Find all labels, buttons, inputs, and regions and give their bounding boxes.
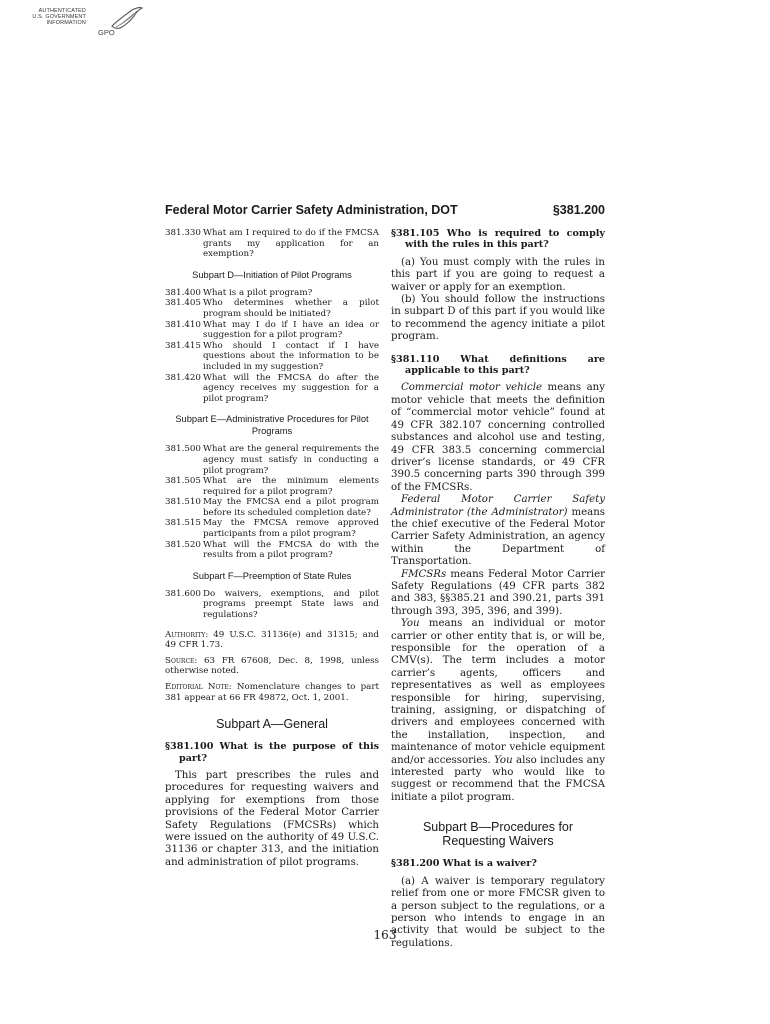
toc-number: 381.600: [165, 588, 201, 599]
toc-entry: [165, 540, 379, 561]
editorial-label: Editorial Note:: [165, 682, 232, 692]
definition-term: Commercial motor vehicle: [401, 382, 542, 394]
definition-fmcsrs: [391, 569, 605, 619]
toc-entry: [165, 288, 379, 299]
subpart-f-toc-heading: Subpart F—Preemption of State Rules: [192, 570, 352, 581]
definition-term: FMCSRs: [401, 568, 447, 580]
section-381-200-heading: §381.200 What is a waiver?: [391, 858, 537, 870]
toc-text: What will the FMCSA do after the agency receives my suggestion for a pilot program?: [203, 372, 379, 404]
subpart-a-heading: Subpart A—General: [216, 717, 328, 732]
toc-number: 381.420: [165, 372, 201, 383]
toc-text: What may I do if I have an idea or suggestion for a pilot program?: [203, 319, 379, 341]
subpart-b-heading: Subpart B—Procedures for Requesting Waivers: [422, 820, 574, 849]
toc-entry: [165, 518, 379, 539]
definition-term: You: [401, 618, 420, 630]
toc-entry: [165, 476, 379, 497]
toc-text: What is a pilot program?: [203, 287, 313, 298]
toc-text: Who should I contact if I have questions about the information to be included in my suggestion?: [203, 340, 379, 372]
toc-number: 381.410: [165, 319, 201, 330]
editorial-text: Nomenclature changes to part 381 appear at 66 FR 49872, Oct. 1, 2001.: [165, 682, 379, 703]
toc-number: 381.330: [165, 228, 201, 238]
toc-number: 381.510: [165, 497, 201, 508]
toc-text: What will the FMCSA do with the results from a pilot program?: [203, 539, 379, 561]
authority-note: [165, 630, 379, 651]
toc-text: What are the general requirements the agency must satisfy in conducting a pilot program?: [203, 444, 379, 476]
definition-term: You: [494, 754, 513, 766]
toc-entry: [165, 320, 379, 341]
subpart-d-toc-heading: Subpart D—Initiation of Pilot Programs: [192, 269, 352, 280]
page-number: 163: [373, 928, 397, 942]
logo-line-1: AUTHENTICATED: [38, 8, 86, 14]
authority-label: Authority:: [165, 629, 209, 640]
section-381-200-a: (a) A waiver is temporary regulatory relief from one or more FMCSR given to a person subject to the regulations, or a person who intends to engage in an activity that would be subject to the regulations.: [391, 875, 605, 949]
subpart-e-toc-heading: Subpart E—Administrative Procedures for Pilot Programs: [175, 414, 369, 437]
eagle-icon: [110, 6, 144, 32]
toc-text: What am I required to do if the FMCSA grants my application for an exemption?: [203, 228, 379, 260]
definition-text: means the chief executive of the Federal Motor Carrier Safety Administration, an agency within the Department of Transportation.: [391, 506, 605, 568]
toc-text: What are the minimum elements required for a pilot program?: [203, 476, 379, 497]
source-label: Source:: [165, 655, 198, 666]
section-381-100-text: This part prescribes the rules and procedures for requesting waivers and applying for exemptions from those provisions of the Federal Motor Carrier Safety Regulations (FMCSRs) which were issued on the authority of 49 U.S.C. 31136 or chapter 313, and the initiation and administration of pilot programs.: [165, 770, 379, 868]
toc-number: 381.500: [165, 444, 201, 455]
section-381-105-b: (b) You should follow the instructions in subpart D of this part if you would like to recommend the agency initiate a pilot program.: [391, 294, 605, 343]
section-381-105-heading: §381.105 Who is required to comply with the rules in this part?: [391, 228, 605, 251]
left-column: [165, 228, 379, 869]
running-head-title: Federal Motor Carrier Safety Administration, DOT: [165, 203, 458, 217]
editorial-note: [165, 682, 379, 703]
toc-text: May the FMCSA end a pilot program before its scheduled completion date?: [203, 497, 379, 518]
toc-entry: [165, 341, 379, 373]
toc-number: 381.400: [165, 287, 201, 298]
toc-number: 381.405: [165, 298, 201, 309]
toc-number: 381.515: [165, 518, 201, 529]
running-head: [165, 203, 605, 223]
source-note: [165, 656, 379, 677]
section-381-100-heading: §381.100 What is the purpose of this part?: [165, 741, 379, 764]
toc-text: Who determines whether a pilot program should be initiated?: [203, 298, 379, 319]
toc-number: 381.415: [165, 340, 201, 351]
logo-gpo-text: GPO: [98, 28, 115, 37]
definition-you: [391, 618, 605, 804]
toc-entry: [165, 228, 379, 260]
definition-cmv: [391, 382, 605, 494]
source-text: 63 FR 67608, Dec. 8, 1998, unless otherwise noted.: [165, 655, 380, 677]
toc-entry: [165, 589, 379, 621]
running-head-section: §381.200: [552, 203, 605, 217]
toc-entry: [165, 444, 379, 476]
definition-text: means an individual or motor carrier or other entity that is, or will be, responsible for the operation of a CMV(s). The term includes a motor carrier’s agents, officers and representatives as well as employees responsible for hiring, supervising, training, assigning, or dispatching of drivers and employees concerned with the installation, inspection, and maintenance of motor vehicle equipment and/or accessories.: [391, 618, 605, 766]
logo-line-3: INFORMATION: [46, 20, 86, 26]
section-381-105-a: (a) You must comply with the rules in this part if you are going to request a waiver or apply for an exemption.: [391, 256, 605, 293]
definition-administrator: [391, 494, 605, 568]
toc-entry: [165, 373, 379, 405]
logo-line-2: U.S. GOVERNMENT: [32, 14, 86, 20]
definition-text: means Federal Motor Carrier Safety Regulations (49 CFR parts 382 and 383, §§385.21 and 390.21, parts 391 through 393, 395, 396, and 399).: [391, 568, 605, 617]
toc-number: 381.520: [165, 539, 201, 550]
definition-text: means any motor vehicle that meets the definition of “commercial motor vehicle” found at 49 CFR 382.107 concerning controlled substances and alcohol use and testing, 49 CFR 383.5 concerning commercial driver’s license standards, or 49 CFR 390.5 concerning parts 390 through 399 of the FMCSRs.: [391, 382, 605, 493]
definition-text: also includes any interested party who would like to suggest or recommend that the FMCSA initiate a pilot program.: [391, 754, 606, 803]
definition-term: Federal Motor Carrier Safety Administrator (the Administrator): [391, 494, 605, 518]
gpo-authentication-logo: [22, 6, 142, 42]
toc-text: May the FMCSA remove approved participants from a pilot program?: [203, 518, 379, 540]
section-381-110-heading: §381.110 What definitions are applicable to this part?: [391, 353, 605, 377]
toc-entry: [165, 298, 379, 319]
toc-entry: [165, 497, 379, 518]
toc-text: Do waivers, exemptions, and pilot programs preempt State laws and regulations?: [203, 588, 379, 621]
authority-text: 49 U.S.C. 31136(e) and 31315; and 49 CFR 1.73.: [165, 629, 379, 651]
right-column: [391, 228, 605, 950]
toc-number: 381.505: [165, 476, 201, 487]
